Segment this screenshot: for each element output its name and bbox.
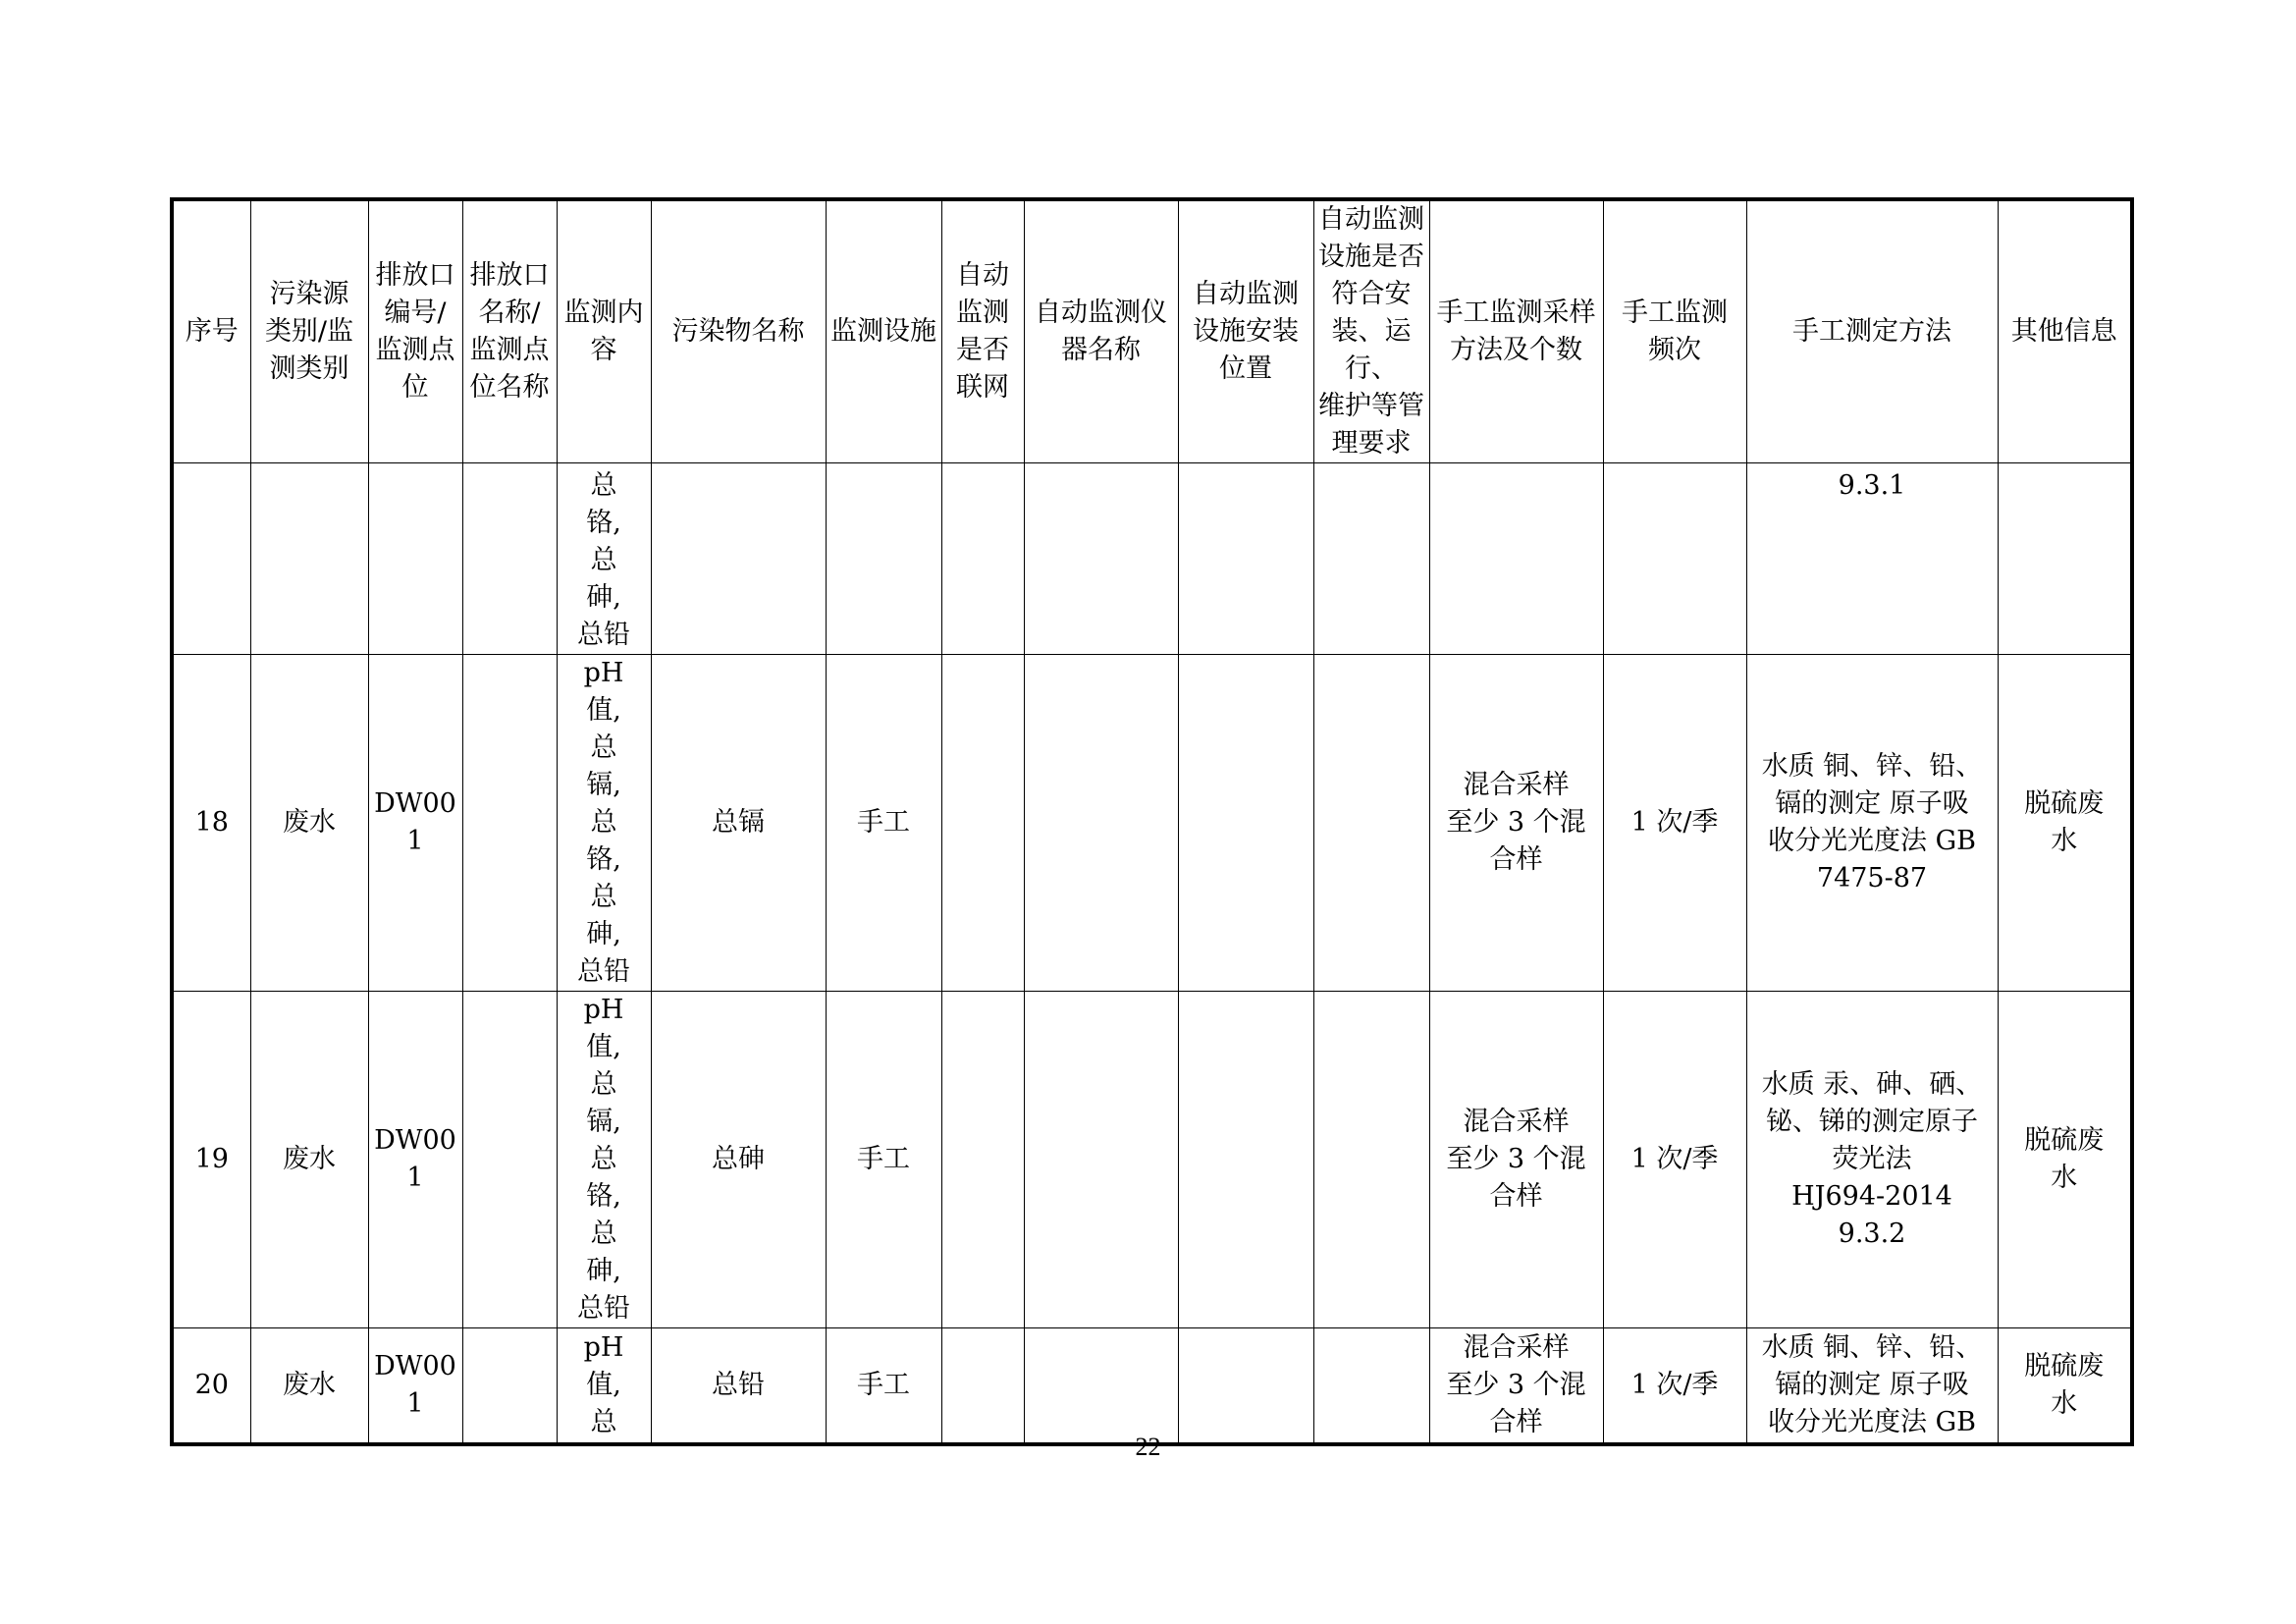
- table-cell: 废水: [250, 655, 368, 992]
- table-cell: [1313, 463, 1429, 655]
- table-cell: 手工: [826, 655, 941, 992]
- table-cell: [1998, 463, 2132, 655]
- table-cell: 总铅: [651, 1328, 826, 1444]
- table-cell: [826, 463, 941, 655]
- header-cell-manual-frequency: 手工监测 频次: [1603, 199, 1746, 463]
- page-number: 22: [1135, 1433, 1161, 1461]
- table-cell: 19: [172, 992, 250, 1328]
- header-cell-source-type: 污染源 类别/监 测类别: [250, 199, 368, 463]
- table-row: [172, 655, 2132, 992]
- table-cell: [1313, 1328, 1429, 1444]
- table-cell: [1429, 463, 1603, 655]
- header-cell-manual-method: 手工测定方法: [1746, 199, 1998, 463]
- table-cell: [1178, 1328, 1313, 1444]
- header-cell-outlet-code: 排放口 编号/ 监测点 位: [368, 199, 462, 463]
- table-cell: [172, 463, 250, 655]
- table-cell: [1313, 655, 1429, 992]
- header-cell-monitoring-content: 监测内 容: [557, 199, 651, 463]
- header-cell-auto-networked: 自动 监测 是否 联网: [941, 199, 1024, 463]
- table-cell: 总 铬, 总 砷, 总铅: [557, 463, 651, 655]
- table-cell: 混合采样 至少 3 个混 合样: [1429, 992, 1603, 1328]
- table-cell: [1178, 992, 1313, 1328]
- table-cell: 1 次/季: [1603, 992, 1746, 1328]
- table-cell: [941, 463, 1024, 655]
- header-cell-other-info: 其他信息: [1998, 199, 2132, 463]
- monitoring-table: [170, 197, 2134, 1446]
- table-cell: 1 次/季: [1603, 1328, 1746, 1444]
- table-cell: [1024, 1328, 1178, 1444]
- header-cell-auto-install-location: 自动监测 设施安装 位置: [1178, 199, 1313, 463]
- table-cell: 1 次/季: [1603, 655, 1746, 992]
- table-cell: 水质 汞、砷、硒、 铋、锑的测定原子 荧光法 HJ694-2014 9.3.2: [1746, 992, 1998, 1328]
- table-cell: 18: [172, 655, 250, 992]
- table-cell: [1313, 992, 1429, 1328]
- table-cell: pH 值, 总: [557, 1328, 651, 1444]
- table-row: [172, 463, 2132, 655]
- table-cell: [462, 1328, 557, 1444]
- table-cell: 废水: [250, 992, 368, 1328]
- header-cell-serial: 序号: [172, 199, 250, 463]
- table-row: [172, 1328, 2132, 1444]
- table-cell: [1178, 463, 1313, 655]
- table-cell: 废水: [250, 1328, 368, 1444]
- table-row: [172, 992, 2132, 1328]
- table-cell: 脱硫废 水: [1998, 992, 2132, 1328]
- header-cell-pollutant-name: 污染物名称: [651, 199, 826, 463]
- table-cell: 20: [172, 1328, 250, 1444]
- table-cell: DW00 1: [368, 992, 462, 1328]
- table-cell: pH 值, 总 镉, 总 铬, 总 砷, 总铅: [557, 992, 651, 1328]
- table-cell: 9.3.1: [1746, 463, 1998, 655]
- table-cell: 脱硫废 水: [1998, 1328, 2132, 1444]
- table-cell: [1024, 655, 1178, 992]
- table-cell: 水质 铜、锌、铅、 镉的测定 原子吸 收分光光度法 GB 7475-87: [1746, 655, 1998, 992]
- table-header-row: [172, 199, 2132, 463]
- header-cell-auto-compliance: 自动监测 设施是否 符合安 装、运行、 维护等管 理要求: [1313, 199, 1429, 463]
- table-cell: [1024, 463, 1178, 655]
- table-cell: [1178, 655, 1313, 992]
- header-cell-monitoring-facility: 监测设施: [826, 199, 941, 463]
- table-cell: DW00 1: [368, 1328, 462, 1444]
- table-cell: [941, 1328, 1024, 1444]
- table-cell: [1603, 463, 1746, 655]
- table-cell: 混合采样 至少 3 个混 合样: [1429, 1328, 1603, 1444]
- table-cell: [462, 463, 557, 655]
- table-cell: pH 值, 总 镉, 总 铬, 总 砷, 总铅: [557, 655, 651, 992]
- header-cell-outlet-name: 排放口 名称/ 监测点 位名称: [462, 199, 557, 463]
- table-cell: 水质 铜、锌、铅、 镉的测定 原子吸 收分光光度法 GB: [1746, 1328, 1998, 1444]
- header-cell-auto-instrument-name: 自动监测仪 器名称: [1024, 199, 1178, 463]
- table-cell: 总镉: [651, 655, 826, 992]
- table-cell: [651, 463, 826, 655]
- table-cell: 混合采样 至少 3 个混 合样: [1429, 655, 1603, 992]
- table-cell: [941, 655, 1024, 992]
- table-cell: [941, 992, 1024, 1328]
- table-cell: 手工: [826, 1328, 941, 1444]
- table-cell: [250, 463, 368, 655]
- table-cell: [368, 463, 462, 655]
- table-cell: [462, 992, 557, 1328]
- header-cell-manual-sampling-method: 手工监测采样 方法及个数: [1429, 199, 1603, 463]
- table-cell: [1024, 992, 1178, 1328]
- table-cell: 手工: [826, 992, 941, 1328]
- table-cell: DW00 1: [368, 655, 462, 992]
- table-cell: [462, 655, 557, 992]
- table-cell: 脱硫废 水: [1998, 655, 2132, 992]
- table-cell: 总砷: [651, 992, 826, 1328]
